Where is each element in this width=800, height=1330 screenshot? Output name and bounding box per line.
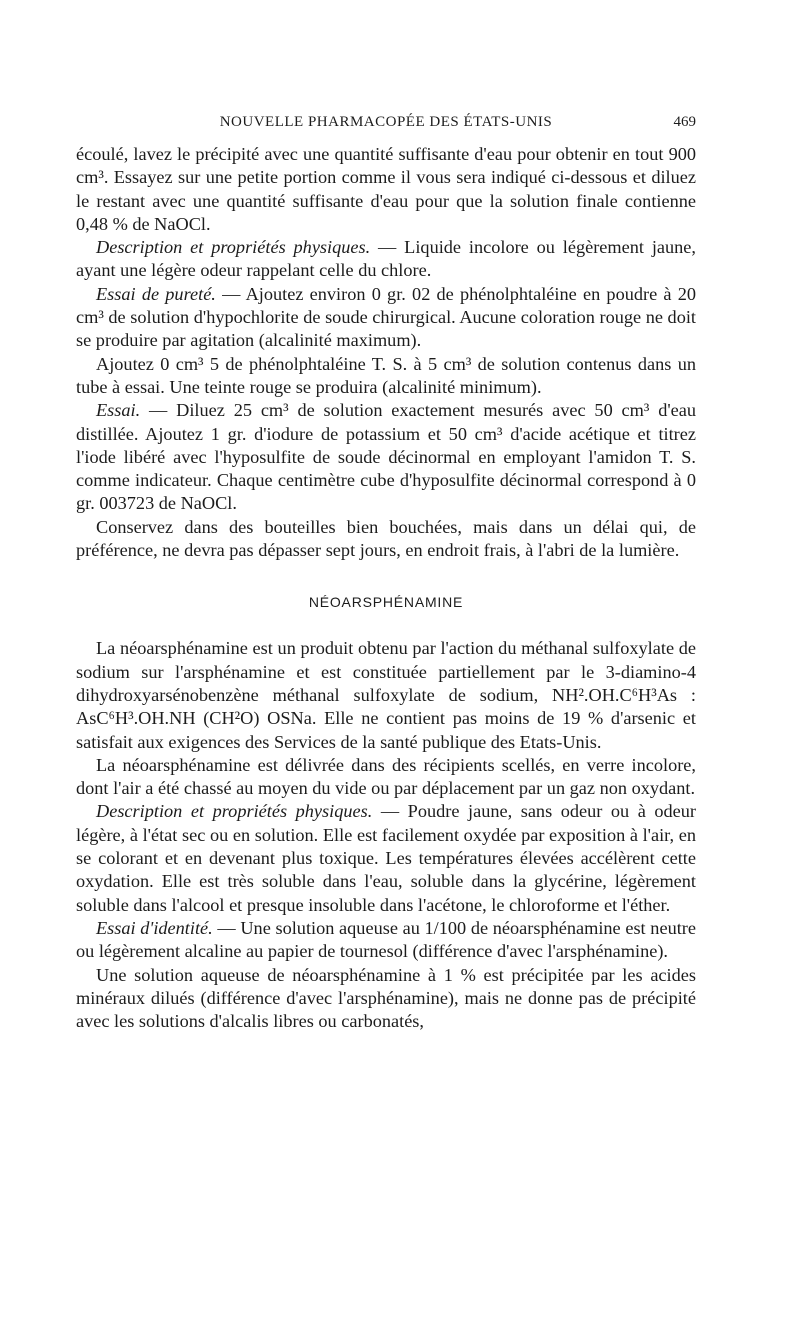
paragraph	[76, 917, 696, 964]
running-title: NOUVELLE PHARMACOPÉE DES ÉTATS-UNIS	[219, 114, 553, 130]
paragraph-text: — Poudre jaune, sans odeur ou à odeur légère, à l'état sec ou en solution. Elle est facilement oxydée par exposition à l'air, en se colorant et en devenant plus toxique. Les températures élevées accélèrent cette oxydation. Elle est très soluble dans l'eau, soluble dans la glycérine, légèrement soluble dans l'alcool et presque insoluble dans l'acétone, le chloroforme et l'éther.	[76, 801, 697, 915]
paragraph-text: — Ajoutez environ 0 gr. 02 de phénolphtaléine en poudre à 20 cm³ de solution d'hypochlorite de soude chirurgical. Aucune coloration rouge ne doit se produire par agitation (alcalinité maximum).	[76, 283, 697, 351]
paragraph	[76, 236, 696, 283]
section-title: NÉOARSPHÉNAMINE	[308, 594, 464, 611]
hypochlorite-section	[76, 143, 696, 562]
paragraph	[76, 800, 696, 916]
paragraph: Ajoutez 0 cm³ 5 de phénolphtaléine T. S. à 5 cm³ de solution contenus dans un tube à essai. Une teinte rouge se produira (alcalinité minimum).	[76, 353, 696, 397]
paragraph-label: Description et propriétés physiques.	[96, 237, 371, 258]
paragraph-label: Description et propriétés physiques.	[96, 801, 373, 822]
paragraph: Une solution aqueuse de néoarsphénamine à 1 % est précipitée par les acides minéraux dilués (différence d'avec l'arsphénamine), mais ne donne pas de précipité avec les solutions d'alcalis libres ou carbonatés,	[76, 964, 696, 1032]
page-number: 469	[673, 114, 696, 130]
paragraph: La néoarsphénamine est délivrée dans des récipients scellés, en verre incolore, dont l'air a été chassé au moyen du vide ou par déplacement par un gaz non oxydant.	[76, 754, 696, 799]
paragraph: Conservez dans des bouteilles bien bouchées, mais dans un délai qui, de préférence, ne devra pas dépasser sept jours, en endroit frais, à l'abri de la lumière.	[76, 516, 696, 561]
neoarsphenamine-section	[76, 637, 696, 1033]
paragraph-label: Essai d'identité.	[96, 917, 213, 938]
paragraph-label: Essai.	[96, 400, 141, 421]
page-body	[76, 143, 696, 1033]
paragraph-text: — Une solution aqueuse au 1/100 de néoarsphénamine est neutre ou légèrement alcaline au papier de tournesol (différence d'avec l'arsphénamine).	[76, 917, 696, 962]
paragraph: écoulé, lavez le précipité avec une quantité suffisante d'eau pour obtenir en tout 900 cm³. Essayez sur une petite portion comme il vous sera indiqué ci-dessous et diluez le restant avec une quantité suffisante d'eau pour que la solution finale contienne 0,48 % de NaOCl.	[76, 144, 696, 234]
paragraph	[76, 399, 696, 515]
paragraph-text: — Liquide incolore ou légèrement jaune, ayant une légère odeur rappelant celle du chlore.	[76, 237, 696, 281]
paragraph	[76, 283, 696, 353]
running-head	[76, 114, 696, 138]
paragraph-label: Essai de pureté.	[96, 283, 216, 304]
paragraph: La néoarsphénamine est un produit obtenu par l'action du méthanal sulfoxylate de sodium sur l'arsphénamine et est constituée partiellement par le 3-diamino-4 dihydroxyarsénobenzène méthanal sulfoxylate de sodium, NH².OH.C⁶H³As : AsC⁶H³.OH.NH (CH²O) OSNa. Elle ne contient pas moins de 19 % d'arsenic et satisfait aux exigences des Services de la santé publique des Etats-Unis.	[76, 638, 696, 752]
paragraph-text: — Diluez 25 cm³ de solution exactement mesurés avec 50 cm³ d'eau distillée. Ajoutez 1 gr. d'iodure de potassium et 50 cm³ d'acide acétique et titrez l'iode libéré avec l'hyposulfite de soude décinormal en employant l'amidon T. S. comme indicateur. Chaque centimètre cube d'hyposulfite décinormal correspond à 0 gr. 003723 de NaOCl.	[76, 400, 696, 514]
